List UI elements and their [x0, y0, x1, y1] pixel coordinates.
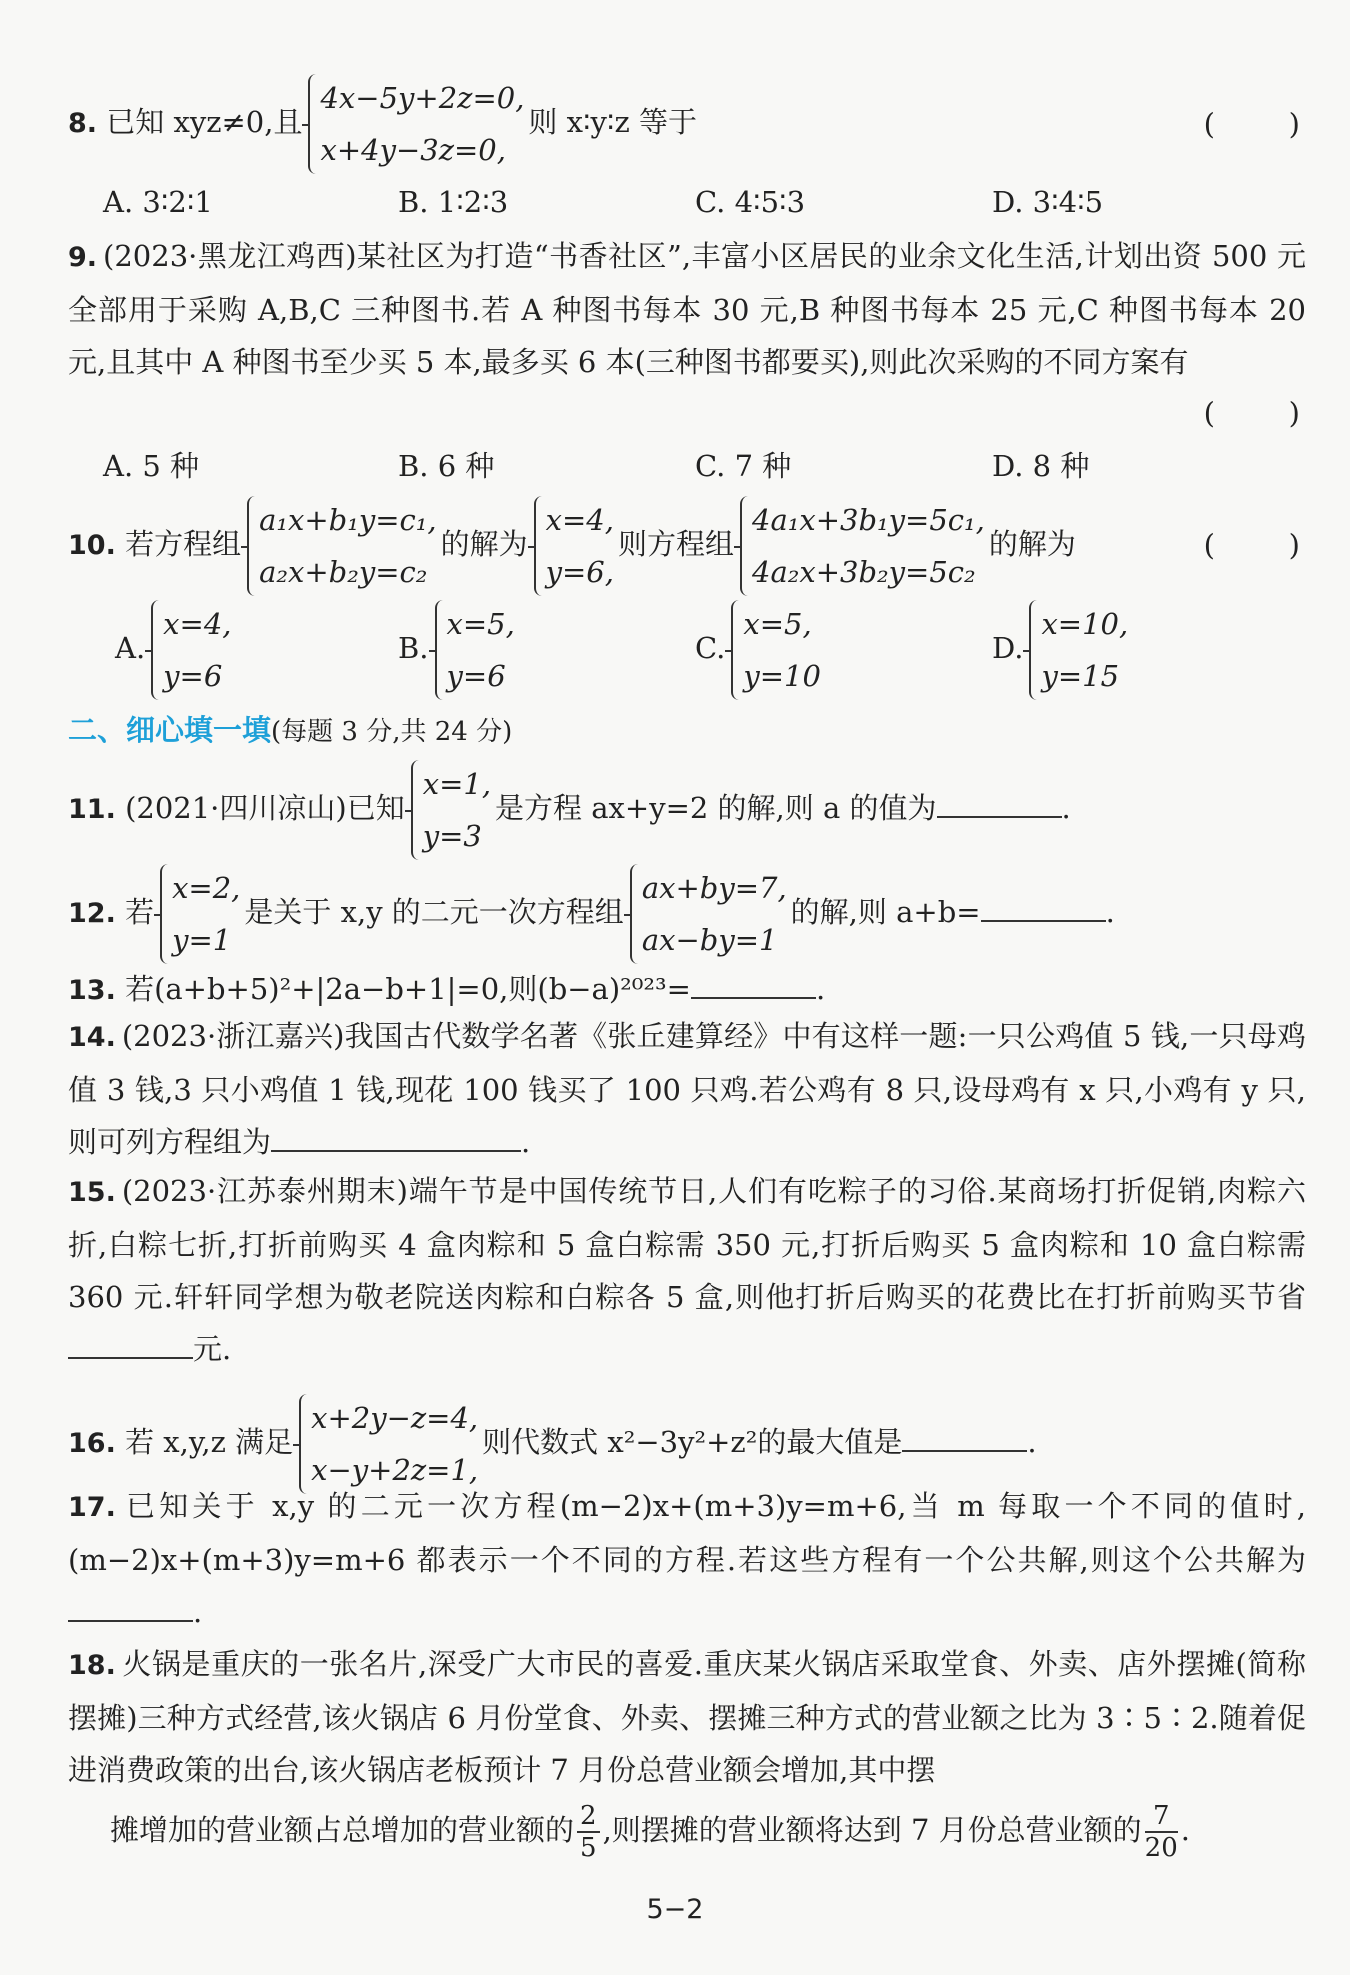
equation: 4x−5y+2z=0, [320, 81, 525, 115]
answer-blank[interactable] [68, 1327, 193, 1359]
equation: ax+by=7, [641, 871, 787, 905]
equation: y=10 [743, 659, 821, 693]
question-text: 摊增加的营业额占总增加的营业额的 [110, 1813, 575, 1847]
choice-label: C. [695, 631, 726, 665]
question-17 [68, 1480, 1306, 1638]
equation: y=3 [422, 819, 482, 853]
answer-blank[interactable] [937, 786, 1062, 818]
punctuation: 元. [193, 1332, 232, 1366]
answer-blank[interactable] [902, 1420, 1027, 1452]
question-text: 已知关于 x,y 的二元一次方程(m−2)x+(m+3)y=m+6,当 m 每取一个不同的值时,(m−2)x+(m+3)y=m+6 都表示一个不同的方程.若这些方程有一个公共解,则这个公共解为 [68, 1489, 1306, 1577]
question-9 [68, 230, 1306, 388]
question-text: 是方程 ax+y=2 的解,则 a 的值为 [495, 791, 937, 825]
question-number: 10. [68, 530, 116, 561]
choice-system [1027, 598, 1128, 702]
equation-system [628, 862, 787, 966]
question-number: 17. [68, 1492, 116, 1523]
question-text: 若 x,y,z 满足 [125, 1425, 294, 1459]
question-text: 已知 xyz≠0,且 [106, 105, 303, 139]
equation-system [158, 862, 240, 966]
equation: x+4y−3z=0, [320, 133, 506, 167]
answer-blank[interactable] [68, 1590, 193, 1622]
equation: y=1 [172, 923, 232, 957]
question-number: 18. [68, 1650, 116, 1681]
equation: x=5, [743, 607, 812, 641]
question-number: 14. [68, 1022, 116, 1053]
fraction [1145, 1801, 1178, 1863]
equation: x=5, [446, 607, 515, 641]
answer-paren: ( ) [1203, 528, 1300, 562]
fraction-denominator: 5 [580, 1833, 597, 1863]
punctuation: . [521, 1125, 531, 1159]
choice-c: C. 7 种 [695, 449, 792, 483]
solution-system [532, 494, 614, 598]
question-13 [68, 967, 825, 1009]
question-text: (2023·江苏泰州期末)端午节是中国传统节日,人们有吃粽子的习俗.某商场打折促销,肉粽六折,白粽七折,打折前购买 4 盒肉粽和 5 盒白粽需 350 元,打折后购买 5 盒肉粽和 10 盒白粽需 360 元.轩轩同学想为敬老院送肉粽和白粽各 5 盒,则他打折后购买的花费比在打折前购买节省 [68, 1174, 1306, 1314]
choice-c [695, 598, 825, 702]
equation-system [409, 758, 491, 862]
choice-label: A. [115, 631, 146, 665]
equation: x−y+2z=1, [311, 1453, 479, 1487]
question-text: 的解,则 a+b= [790, 895, 981, 929]
punctuation: . [1027, 1425, 1037, 1459]
question-15 [68, 1165, 1306, 1375]
equation: x=4, [163, 607, 232, 641]
question-text: 是关于 x,y 的二元一次方程组 [244, 895, 624, 929]
equation: y=15 [1041, 659, 1120, 693]
equation: y=6, [545, 555, 614, 589]
question-number: 9. [68, 242, 98, 273]
question-18 [68, 1638, 1306, 1796]
question-text: 的解为 [988, 527, 1076, 561]
choice-b [398, 598, 519, 702]
question-text: 若方程组 [125, 527, 242, 561]
question-text: 的解为 [440, 527, 528, 561]
punctuation: . [1105, 895, 1115, 929]
punctuation: . [1180, 1813, 1190, 1847]
equation: y=6 [446, 659, 506, 693]
question-text: (2023·浙江嘉兴)我国古代数学名著《张丘建算经》中有这样一题:一只公鸡值 5 钱,一只母鸡值 3 钱,3 只小鸡值 1 钱,现花 100 钱买了 100 只鸡.若公鸡有 8 只,设母鸡有 x 只,小鸡有 y 只,则可列方程组为 [68, 1019, 1306, 1159]
question-text: 若 [125, 895, 155, 929]
question-number: 12. [68, 898, 116, 929]
question-10 [68, 494, 1076, 598]
question-text: 则 x∶y∶z 等于 [528, 105, 697, 139]
question-text: (2023·黑龙江鸡西)某社区为打造“书香社区”,丰富小区居民的业余文化生活,计划出资 500 元全部用于采购 A,B,C 三种图书.若 A 种图书每本 30 元,B 种图书每本 25 元,C 种图书每本 20 元,且其中 A 种图书至少买 5 本,最多买 6 本(三种图书都要买),则此次采购的不同方案有 [68, 239, 1306, 379]
equation-system [738, 494, 985, 598]
question-number: 16. [68, 1428, 116, 1459]
choice-d: D. 3∶4∶5 [992, 185, 1104, 219]
question-text: 若(a+b+5)²+|2a−b+1|=0,则(b−a)²⁰²³= [125, 972, 691, 1006]
choice-b: B. 6 种 [398, 449, 495, 483]
section-note: (每题 3 分,共 24 分) [271, 717, 513, 747]
choice-a: A. 5 种 [103, 449, 200, 483]
choice-d [992, 598, 1132, 702]
punctuation: . [815, 972, 826, 1006]
page-number: 5−2 [646, 1894, 704, 1925]
question-18-last-line [110, 1800, 1190, 1863]
choice-a [115, 598, 236, 702]
choice-a: A. 3∶2∶1 [103, 185, 213, 219]
choice-d: D. 8 种 [992, 449, 1090, 483]
fraction-denominator: 20 [1144, 1833, 1178, 1863]
equation: x=10, [1041, 607, 1129, 641]
fraction-numerator: 2 [577, 1801, 600, 1833]
question-14 [68, 1010, 1306, 1168]
question-12 [68, 862, 1115, 966]
answer-paren: ( ) [1203, 107, 1300, 141]
choice-system [149, 598, 231, 702]
choice-c: C. 4∶5∶3 [695, 185, 806, 219]
equation: a₁x+b₁y=c₁, [259, 503, 437, 537]
equation: ax−by=1 [641, 923, 778, 957]
answer-blank[interactable] [691, 967, 816, 999]
equation: y=6 [163, 659, 223, 693]
section-title: 二、细心填一填 [68, 713, 272, 747]
choice-system [729, 598, 821, 702]
question-text: 则方程组 [617, 527, 734, 561]
answer-blank[interactable] [271, 1120, 521, 1152]
section-heading [68, 708, 512, 749]
fraction [577, 1801, 600, 1863]
fraction-numerator: 7 [1145, 1801, 1178, 1833]
equation: x=4, [545, 503, 614, 537]
question-text: 则代数式 x²−3y²+z²的最大值是 [482, 1425, 903, 1459]
equation: 4a₁x+3b₁y=5c₁, [752, 503, 985, 537]
question-8 [68, 72, 697, 176]
question-text: 火锅是重庆的一张名片,深受广大市民的喜爱.重庆某火锅店采取堂食、外卖、店外摆摊(简称摆摊)三种方式经营,该火锅店 6 月份堂食、外卖、摆摊三种方式的营业额之比为 3∶5∶2.随着促进消费政策的出台,该火锅店老板预计 7 月份总营业额会增加,其中摆 [68, 1647, 1306, 1787]
equation: 4a₂x+3b₂y=5c₂ [752, 555, 976, 589]
question-11 [68, 758, 1071, 862]
choice-label: D. [992, 631, 1024, 665]
equation: x=2, [172, 871, 241, 905]
question-text: (2021·四川凉山)已知 [125, 791, 405, 825]
equation-system [306, 72, 524, 176]
choice-b: B. 1∶2∶3 [398, 185, 509, 219]
equation: x+2y−z=4, [311, 1401, 479, 1435]
choice-system [433, 598, 515, 702]
answer-blank[interactable] [981, 890, 1106, 922]
question-number: 8. [68, 108, 98, 139]
equation: x=1, [422, 767, 492, 801]
answer-paren: ( ) [1203, 396, 1300, 430]
question-number: 15. [68, 1177, 116, 1208]
punctuation: . [193, 1595, 203, 1629]
question-number: 11. [68, 794, 116, 825]
equation-system [245, 494, 437, 598]
punctuation: . [1061, 791, 1071, 825]
choice-label: B. [398, 631, 429, 665]
equation: a₂x+b₂y=c₂ [259, 555, 428, 589]
question-text: ,则摆摊的营业额将达到 7 月份总营业额的 [602, 1813, 1142, 1847]
question-number: 13. [68, 975, 116, 1006]
